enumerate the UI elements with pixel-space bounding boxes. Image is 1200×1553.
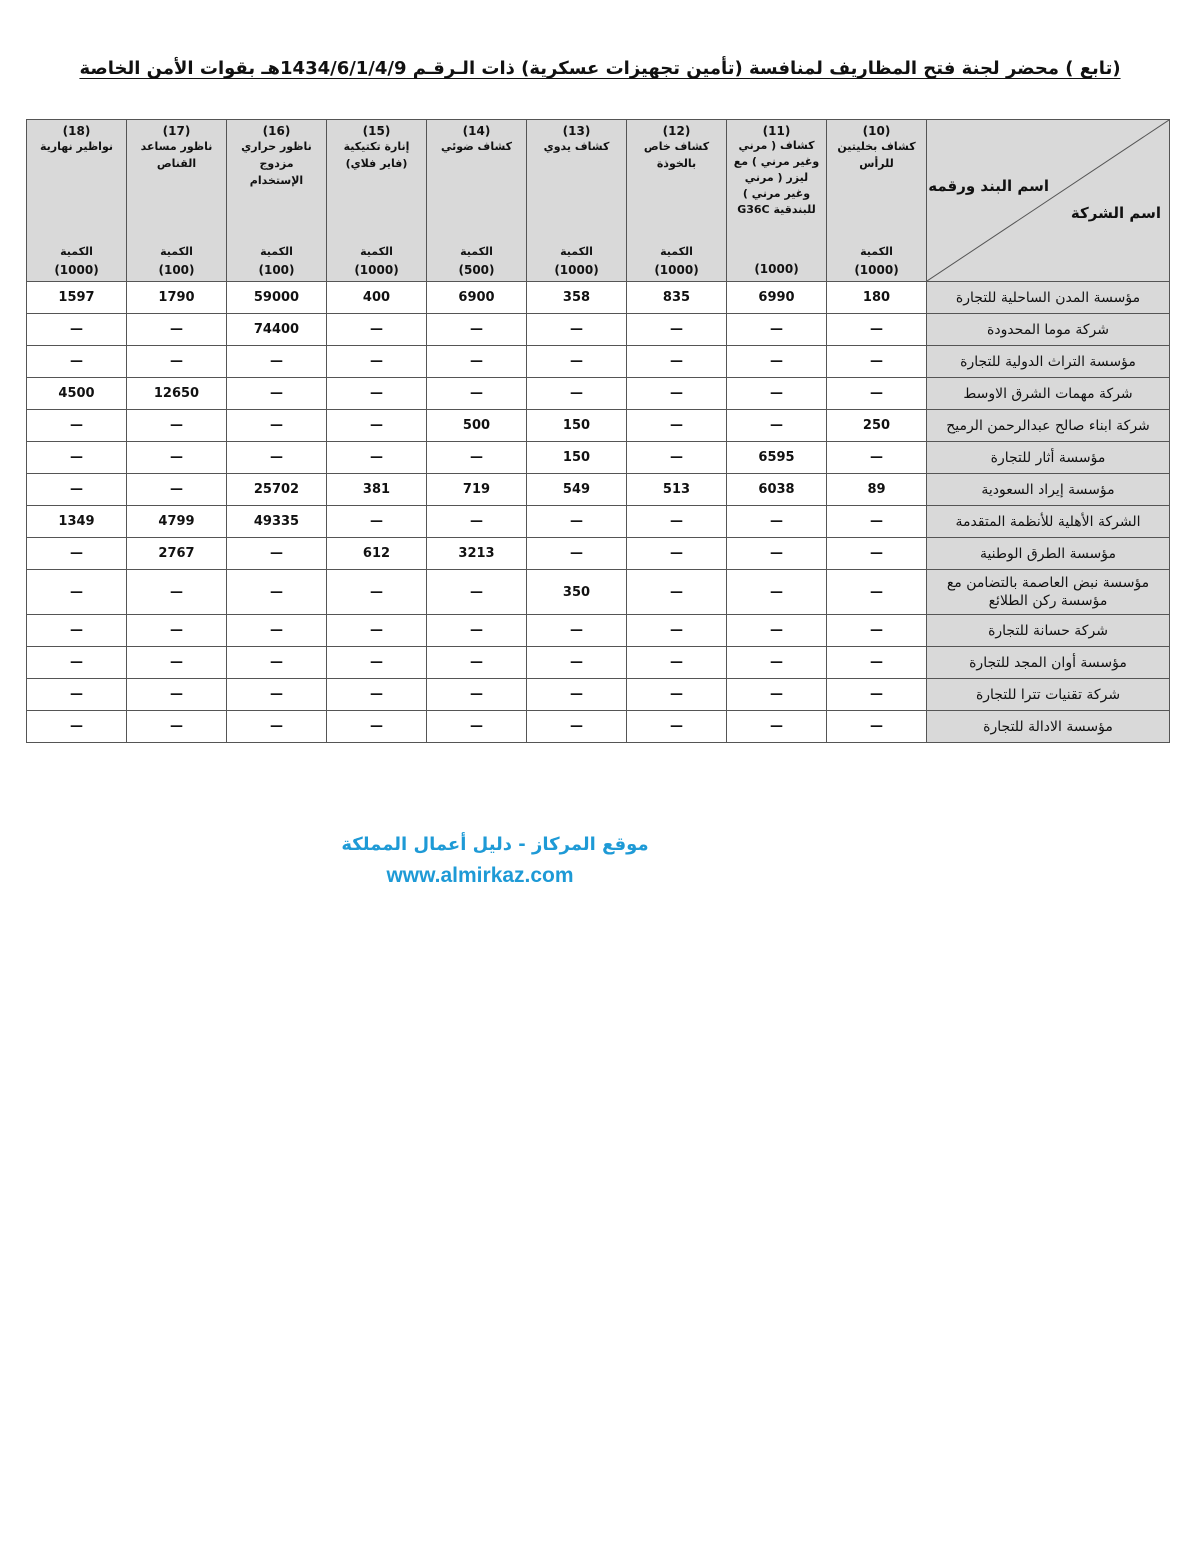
table-body bbox=[27, 282, 1170, 743]
quantity-value: (1000) bbox=[54, 263, 99, 277]
price-cell: — bbox=[527, 711, 627, 743]
quantity-label: الكمية bbox=[860, 245, 893, 258]
column-header bbox=[127, 120, 227, 282]
price-cell: 250 bbox=[827, 410, 927, 442]
company-name-cell: شركة ابناء صالح عبدالرحمن الرميح bbox=[927, 410, 1170, 442]
price-cell: — bbox=[227, 711, 327, 743]
price-cell: — bbox=[27, 442, 127, 474]
price-cell: 74400 bbox=[227, 314, 327, 346]
price-cell: — bbox=[827, 679, 927, 711]
table-row bbox=[27, 346, 1170, 378]
price-cell: — bbox=[427, 711, 527, 743]
table-row bbox=[27, 442, 1170, 474]
column-number: (12) bbox=[662, 124, 691, 138]
price-cell: 180 bbox=[827, 282, 927, 314]
table-row bbox=[27, 570, 1170, 615]
price-cell: — bbox=[327, 679, 427, 711]
price-cell: — bbox=[827, 615, 927, 647]
company-name-cell: مؤسسة إيراد السعودية bbox=[927, 474, 1170, 506]
price-cell: — bbox=[127, 442, 227, 474]
column-number: (18) bbox=[62, 124, 91, 138]
price-cell: 358 bbox=[527, 282, 627, 314]
price-cell: — bbox=[227, 410, 327, 442]
column-name: كشاف ( مرني وغير مرني ) مع ليزر ( مرني وغير مرني ) للبندقية G36C bbox=[733, 139, 820, 216]
price-cell: — bbox=[327, 570, 427, 615]
price-cell: — bbox=[227, 647, 327, 679]
footer-site-name: موقع المركاز - دليل أعمال المملكة bbox=[341, 834, 649, 855]
quantity-label: الكمية bbox=[360, 245, 393, 258]
price-cell: — bbox=[827, 314, 927, 346]
price-cell: 549 bbox=[527, 474, 627, 506]
price-cell: 6595 bbox=[727, 442, 827, 474]
price-cell: — bbox=[827, 711, 927, 743]
price-cell: — bbox=[127, 570, 227, 615]
price-cell: — bbox=[627, 679, 727, 711]
column-name: إنارة تكتيكية (فاير فلاي) bbox=[343, 140, 410, 170]
price-cell: — bbox=[427, 346, 527, 378]
column-header bbox=[27, 120, 127, 282]
diagonal-line bbox=[927, 120, 1169, 281]
column-number: (15) bbox=[362, 124, 391, 138]
price-cell: 49335 bbox=[227, 506, 327, 538]
price-cell: 500 bbox=[427, 410, 527, 442]
price-cell: — bbox=[727, 346, 827, 378]
quantity-value: (500) bbox=[458, 263, 495, 277]
price-cell: — bbox=[27, 570, 127, 615]
price-cell: — bbox=[427, 570, 527, 615]
table-row bbox=[27, 506, 1170, 538]
quantity-value: (1000) bbox=[754, 262, 799, 276]
company-name-label: اسم الشركة bbox=[1070, 204, 1161, 222]
price-cell: — bbox=[127, 615, 227, 647]
price-cell: — bbox=[627, 378, 727, 410]
price-cell: 1790 bbox=[127, 282, 227, 314]
price-cell: — bbox=[727, 647, 827, 679]
price-cell: — bbox=[327, 711, 427, 743]
company-name-cell: مؤسسة التراث الدولية للتجارة bbox=[927, 346, 1170, 378]
price-cell: 150 bbox=[527, 410, 627, 442]
price-cell: — bbox=[127, 647, 227, 679]
price-cell: — bbox=[427, 314, 527, 346]
bids-table bbox=[26, 119, 1170, 743]
company-name-cell: الشركة الأهلية للأنظمة المتقدمة bbox=[927, 506, 1170, 538]
corner-cell bbox=[927, 120, 1170, 282]
column-header bbox=[827, 120, 927, 282]
price-cell: — bbox=[27, 615, 127, 647]
price-cell: — bbox=[527, 647, 627, 679]
price-cell: — bbox=[27, 346, 127, 378]
price-cell: — bbox=[627, 647, 727, 679]
company-name-cell: مؤسسة الطرق الوطنية bbox=[927, 538, 1170, 570]
price-cell: — bbox=[527, 314, 627, 346]
price-cell: — bbox=[727, 538, 827, 570]
price-cell: — bbox=[527, 346, 627, 378]
price-cell: — bbox=[27, 679, 127, 711]
quantity-value: (1000) bbox=[854, 263, 899, 277]
price-cell: — bbox=[27, 711, 127, 743]
price-cell: 25702 bbox=[227, 474, 327, 506]
price-cell: — bbox=[127, 474, 227, 506]
company-name-cell: مؤسسة أثار للتجارة bbox=[927, 442, 1170, 474]
price-cell: — bbox=[727, 506, 827, 538]
price-cell: — bbox=[27, 474, 127, 506]
price-cell: — bbox=[327, 346, 427, 378]
company-name-cell: مؤسسة المدن الساحلية للتجارة bbox=[927, 282, 1170, 314]
price-cell: 400 bbox=[327, 282, 427, 314]
price-cell: — bbox=[827, 647, 927, 679]
column-name: كشاف ضوئي bbox=[440, 140, 513, 153]
price-cell: — bbox=[127, 410, 227, 442]
price-cell: — bbox=[627, 346, 727, 378]
price-cell: — bbox=[327, 647, 427, 679]
column-number: (16) bbox=[262, 124, 291, 138]
price-cell: 6900 bbox=[427, 282, 527, 314]
price-cell: — bbox=[527, 615, 627, 647]
price-cell: — bbox=[827, 442, 927, 474]
price-cell: 513 bbox=[627, 474, 727, 506]
price-cell: — bbox=[227, 538, 327, 570]
quantity-label: الكمية bbox=[460, 245, 493, 258]
price-cell: — bbox=[227, 346, 327, 378]
column-header bbox=[427, 120, 527, 282]
price-cell: 381 bbox=[327, 474, 427, 506]
price-cell: — bbox=[727, 679, 827, 711]
page-title: (تابع ) محضر لجنة فتح المظاريف لمنافسة (تأمين تجهيزات عسكرية) ذات الـرقـم 1434/6/1/4/9هـ بقوات الأمن الخاصة bbox=[79, 58, 1121, 79]
price-cell: — bbox=[127, 314, 227, 346]
price-cell: — bbox=[427, 679, 527, 711]
column-number: (13) bbox=[562, 124, 591, 138]
column-name: كشاف خاص بالخوذة bbox=[643, 140, 710, 170]
column-name: ناظور حراري مزدوج الإستخدام bbox=[241, 140, 312, 187]
price-cell: — bbox=[327, 410, 427, 442]
price-cell: — bbox=[27, 314, 127, 346]
price-cell: — bbox=[327, 615, 427, 647]
price-cell: — bbox=[627, 410, 727, 442]
table-row bbox=[27, 282, 1170, 314]
table-row bbox=[27, 314, 1170, 346]
price-cell: — bbox=[627, 538, 727, 570]
quantity-value: (1000) bbox=[654, 263, 699, 277]
header-row bbox=[27, 120, 1170, 282]
table-row bbox=[27, 410, 1170, 442]
company-name-cell: شركة موما المحدودة bbox=[927, 314, 1170, 346]
table-row bbox=[27, 538, 1170, 570]
table-row bbox=[27, 647, 1170, 679]
column-name: ناظور مساعد القناص bbox=[140, 140, 213, 170]
price-cell: — bbox=[827, 378, 927, 410]
quantity-value: (100) bbox=[158, 263, 195, 277]
column-header bbox=[227, 120, 327, 282]
price-cell: — bbox=[627, 442, 727, 474]
price-cell: 4500 bbox=[27, 378, 127, 410]
price-cell: — bbox=[127, 711, 227, 743]
company-name-cell: مؤسسة الادالة للتجارة bbox=[927, 711, 1170, 743]
price-cell: — bbox=[227, 570, 327, 615]
table-row bbox=[27, 474, 1170, 506]
price-cell: 150 bbox=[527, 442, 627, 474]
price-cell: — bbox=[627, 711, 727, 743]
price-cell: — bbox=[327, 378, 427, 410]
price-cell: — bbox=[427, 442, 527, 474]
price-cell: — bbox=[27, 410, 127, 442]
quantity-label: الكمية bbox=[260, 245, 293, 258]
table-row bbox=[27, 711, 1170, 743]
price-cell: 12650 bbox=[127, 378, 227, 410]
price-cell: — bbox=[327, 506, 427, 538]
price-cell: — bbox=[627, 615, 727, 647]
price-cell: — bbox=[827, 538, 927, 570]
price-cell: 835 bbox=[627, 282, 727, 314]
price-cell: — bbox=[427, 647, 527, 679]
column-header bbox=[727, 120, 827, 282]
company-name-cell: مؤسسة نبض العاصمة بالتضامن مع مؤسسة ركن الطلائع bbox=[927, 570, 1170, 615]
item-name-label: اسم البند ورقمه bbox=[928, 177, 1049, 195]
price-cell: — bbox=[27, 538, 127, 570]
price-cell: — bbox=[727, 615, 827, 647]
quantity-label: الكمية bbox=[160, 245, 193, 258]
price-cell: — bbox=[527, 679, 627, 711]
price-cell: — bbox=[427, 506, 527, 538]
quantity-label: الكمية bbox=[660, 245, 693, 258]
column-header bbox=[627, 120, 727, 282]
column-name: نواظير نهارية bbox=[40, 140, 113, 153]
price-cell: 89 bbox=[827, 474, 927, 506]
price-cell: — bbox=[627, 506, 727, 538]
price-cell: — bbox=[827, 570, 927, 615]
quantity-label: الكمية bbox=[560, 245, 593, 258]
price-cell: — bbox=[527, 506, 627, 538]
price-cell: — bbox=[627, 314, 727, 346]
price-cell: 2767 bbox=[127, 538, 227, 570]
price-cell: 1597 bbox=[27, 282, 127, 314]
column-number: (17) bbox=[162, 124, 191, 138]
column-number: (10) bbox=[862, 124, 891, 138]
price-cell: — bbox=[127, 679, 227, 711]
company-name-cell: مؤسسة أوان المجد للتجارة bbox=[927, 647, 1170, 679]
price-cell: 3213 bbox=[427, 538, 527, 570]
price-cell: 350 bbox=[527, 570, 627, 615]
column-number: (11) bbox=[762, 124, 791, 138]
price-cell: — bbox=[827, 506, 927, 538]
quantity-value: (1000) bbox=[354, 263, 399, 277]
company-name-cell: شركة مهمات الشرق الاوسط bbox=[927, 378, 1170, 410]
price-cell: 1349 bbox=[27, 506, 127, 538]
price-cell: — bbox=[527, 378, 627, 410]
price-cell: — bbox=[27, 647, 127, 679]
column-number: (14) bbox=[462, 124, 491, 138]
price-cell: — bbox=[327, 442, 427, 474]
price-cell: — bbox=[727, 711, 827, 743]
price-cell: — bbox=[727, 570, 827, 615]
table-row bbox=[27, 378, 1170, 410]
price-cell: 612 bbox=[327, 538, 427, 570]
quantity-label: الكمية bbox=[60, 245, 93, 258]
company-name-cell: شركة تقنيات تترا للتجارة bbox=[927, 679, 1170, 711]
price-cell: 59000 bbox=[227, 282, 327, 314]
price-cell: — bbox=[127, 346, 227, 378]
price-cell: — bbox=[827, 346, 927, 378]
quantity-value: (1000) bbox=[554, 263, 599, 277]
price-cell: 719 bbox=[427, 474, 527, 506]
column-name: كشاف بخليتين للرأس bbox=[837, 140, 916, 170]
price-cell: — bbox=[427, 378, 527, 410]
price-cell: — bbox=[727, 314, 827, 346]
price-cell: — bbox=[427, 615, 527, 647]
column-header bbox=[327, 120, 427, 282]
price-cell: — bbox=[227, 378, 327, 410]
price-cell: — bbox=[227, 679, 327, 711]
price-cell: — bbox=[327, 314, 427, 346]
footer-url[interactable]: www.almirkaz.com bbox=[386, 864, 574, 887]
price-cell: 6038 bbox=[727, 474, 827, 506]
table-row bbox=[27, 679, 1170, 711]
price-cell: — bbox=[527, 538, 627, 570]
price-cell: — bbox=[227, 442, 327, 474]
price-cell: — bbox=[227, 615, 327, 647]
table-row bbox=[27, 615, 1170, 647]
column-name: كشاف يدوي bbox=[543, 140, 610, 153]
price-cell: 4799 bbox=[127, 506, 227, 538]
quantity-value: (100) bbox=[258, 263, 295, 277]
column-header bbox=[527, 120, 627, 282]
price-cell: — bbox=[727, 410, 827, 442]
company-name-cell: شركة حسانة للتجارة bbox=[927, 615, 1170, 647]
price-cell: — bbox=[727, 378, 827, 410]
price-cell: — bbox=[627, 570, 727, 615]
price-cell: 6990 bbox=[727, 282, 827, 314]
